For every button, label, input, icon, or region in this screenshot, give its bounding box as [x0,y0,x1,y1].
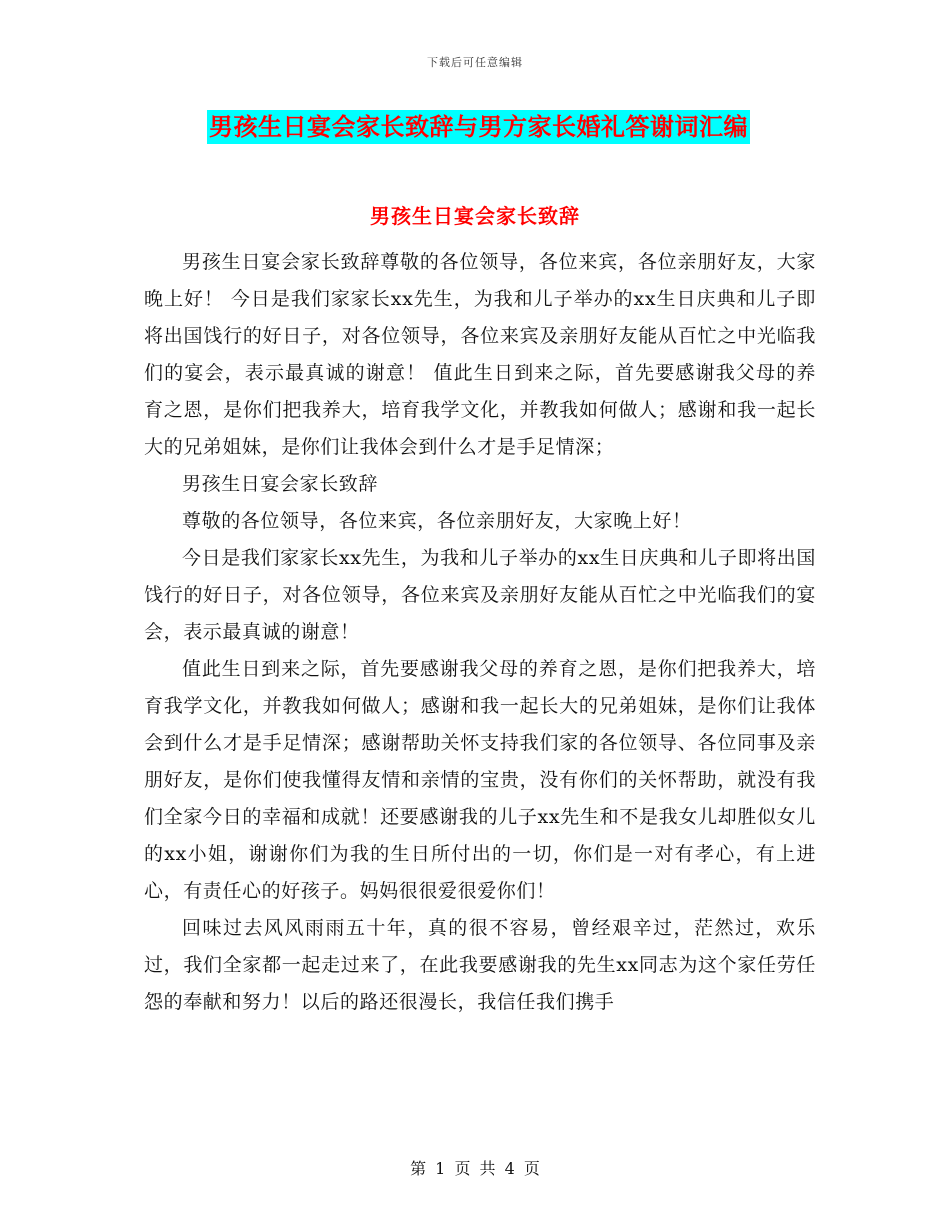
document-main-title: 男孩生日宴会家长致辞与男方家长婚礼答谢词汇编 [207,110,750,144]
body-paragraph: 回味过去风风雨雨五十年，真的很不容易，曾经艰辛过，茫然过，欢乐过，我们全家都一起走过来了，在此我要感谢我的先生xx同志为这个家任劳任怨的奉献和努力！以后的路还很漫长，我信任我们携手 [144,917,816,1013]
body-paragraph: 今日是我们家家长xx先生，为我和儿子举办的xx生日庆典和儿子即将出国饯行的好日子，对各位领导，各位来宾及亲朋好友能从百忙之中光临我们的宴会，表示最真诚的谢意！ [144,547,816,643]
section-title: 男孩生日宴会家长致辞 [370,204,580,228]
header-note: 下载后可任意编辑 [427,56,523,69]
body-paragraph: 男孩生日宴会家长致辞 [182,473,379,495]
body-paragraph: 尊敬的各位领导，各位来宾，各位亲朋好友，大家晚上好！ [182,510,692,532]
page-number-footer: 第 1 页 共 4 页 [410,1159,540,1178]
body-paragraph: 男孩生日宴会家长致辞尊敬的各位领导，各位来宾，各位亲朋好友，大家晚上好！ 今日是我们家家长xx先生，为我和儿子举办的xx生日庆典和儿子即将出国饯行的好日子，对各位领导，各位来宾及亲朋好友能从百忙之中光临我们的宴会，表示最真诚的谢意！ 值此生日到来之际，首先要感谢我父母的养育之恩，是你们把我养大，培育我学文化，并教我如何做人；感谢和我一起长大的兄弟姐妹，是你们让我体会到什么才是手足情深； [144,251,816,458]
document-body [144,244,816,1021]
body-paragraph: 值此生日到来之际，首先要感谢我父母的养育之恩，是你们把我养大，培育我学文化，并教我如何做人；感谢和我一起长大的兄弟姐妹，是你们让我体会到什么才是手足情深；感谢帮助关怀支持我们家的各位领导、各位同事及亲朋好友，是你们使我懂得友情和亲情的宝贵，没有你们的关怀帮助，就没有我们全家今日的幸福和成就！还要感谢我的儿子xx先生和不是我女儿却胜似女儿的xx小姐，谢谢你们为我的生日所付出的一切，你们是一对有孝心，有上进心，有责任心的好孩子。妈妈很很爱很爱你们！ [144,658,816,902]
